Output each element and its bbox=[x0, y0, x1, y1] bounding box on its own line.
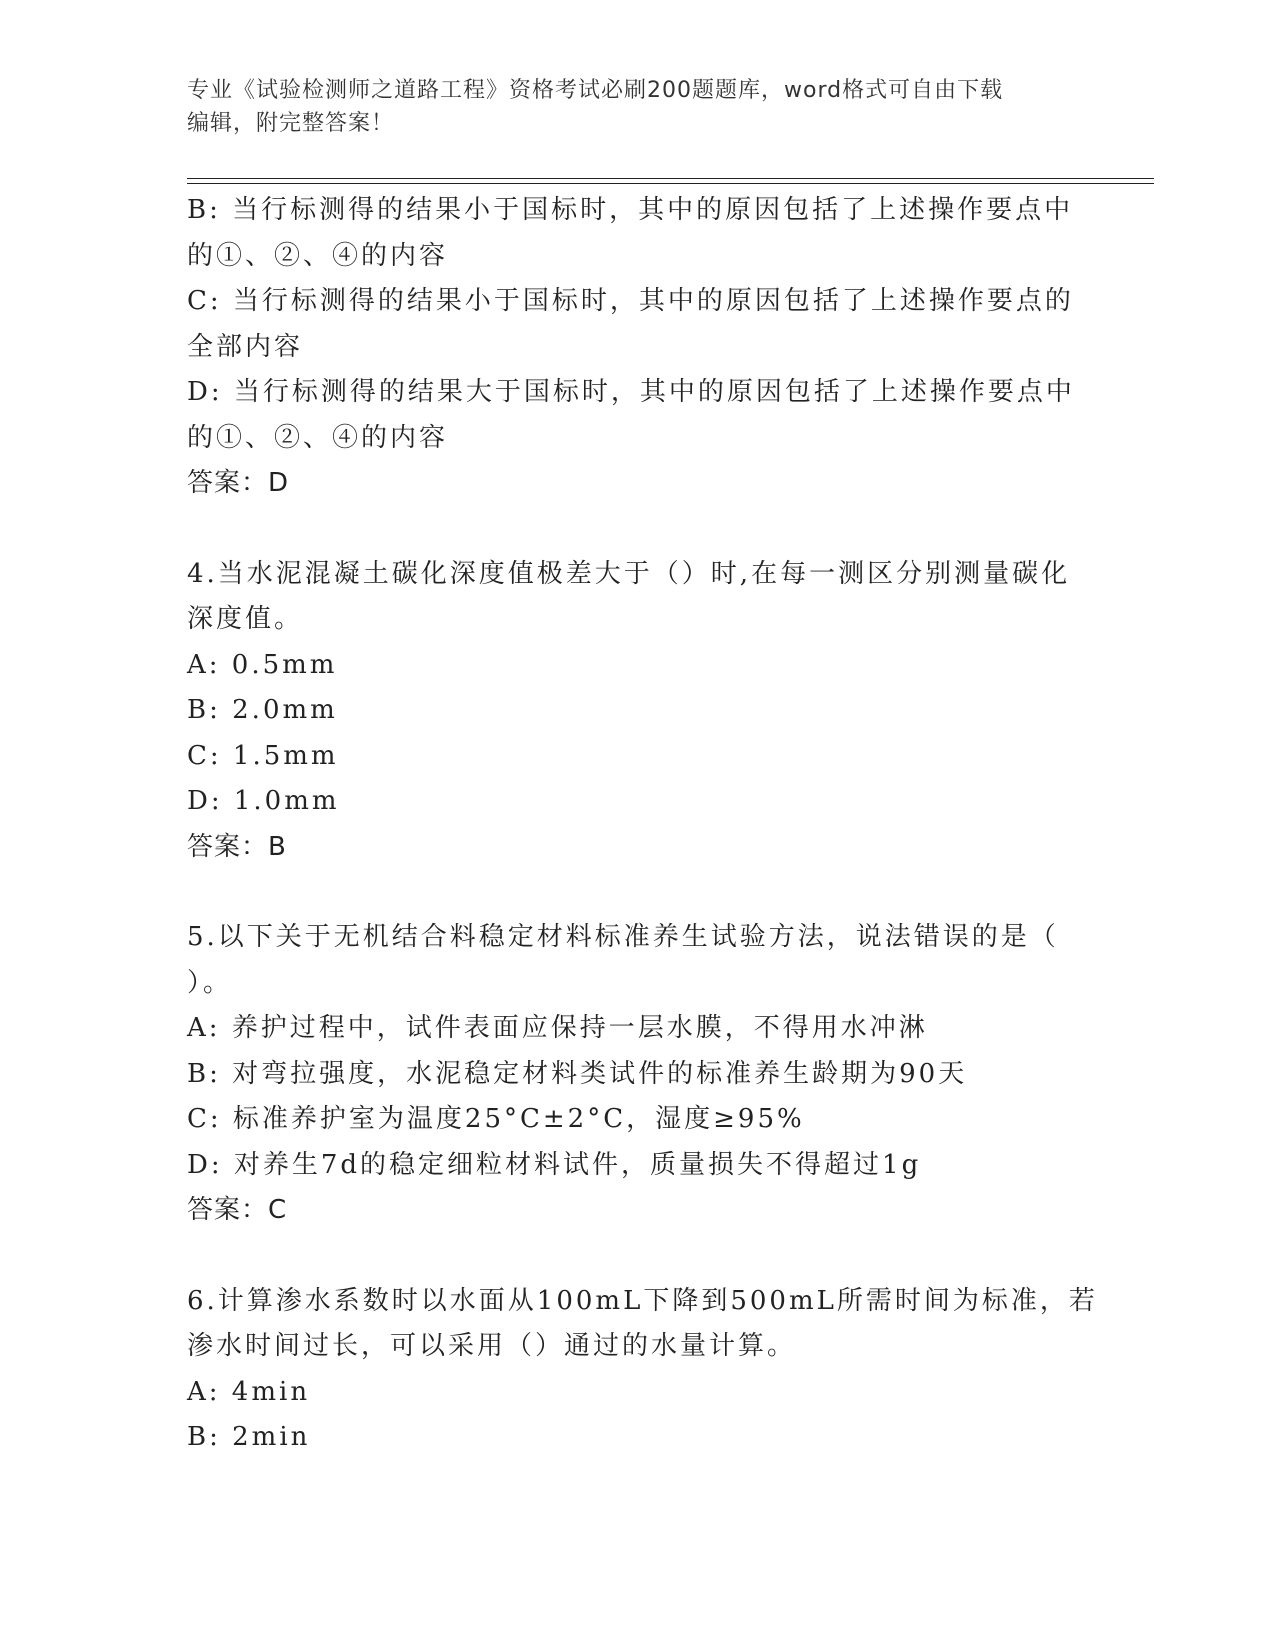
q3-option-d-line-2: 的①、②、④的内容 bbox=[187, 422, 449, 453]
q3-option-c-line-1: C: 当行标测得的结果小于国标时，其中的原因包括了上述操作要点的 bbox=[187, 286, 1074, 316]
q6-stem-line-1: 6.计算渗水系数时以水面从100mL下降到500mL所需时间为标准，若 bbox=[187, 1285, 1098, 1316]
question-6 bbox=[187, 1279, 1098, 1461]
q4-option-a: A: 0.5mm bbox=[187, 649, 338, 680]
document-header bbox=[187, 74, 1067, 140]
q5-option-a: A: 养护过程中，试件表面应保持一层水膜，不得用水冲淋 bbox=[187, 1013, 928, 1043]
q4-option-b: B: 2.0mm bbox=[187, 695, 338, 725]
q5-option-d: D: 对养生7d的稳定细粒材料试件，质量损失不得超过1g bbox=[187, 1149, 922, 1180]
question-5 bbox=[187, 915, 1087, 1234]
q5-option-b: B: 对弯拉强度，水泥稳定材料类试件的标准养生龄期为90天 bbox=[187, 1058, 968, 1089]
q5-option-c: C: 标准养护室为温度25°C±2°C，湿度≥95% bbox=[187, 1104, 805, 1134]
q5-answer: 答案：C bbox=[187, 1195, 288, 1225]
q5-stem-line-2: ）。 bbox=[187, 967, 233, 998]
question-4 bbox=[187, 552, 1087, 871]
q3-answer: 答案：D bbox=[187, 468, 290, 498]
header-rule-top bbox=[187, 178, 1154, 179]
q3-option-b-line-1: B: 当行标测得的结果小于国标时，其中的原因包括了上述操作要点中 bbox=[187, 195, 1074, 225]
q5-stem-line-1: 5.以下关于无机结合料稳定材料标准养生试验方法，说法错误的是（ bbox=[187, 922, 1059, 952]
q3-option-c-line-2: 全部内容 bbox=[187, 331, 304, 362]
q4-stem-line-1: 4.当水泥混凝土碳化深度值极差大于（）时,在每一测区分别测量碳化 bbox=[187, 558, 1071, 589]
question-content bbox=[187, 188, 1098, 1461]
q4-option-c: C: 1.5mm bbox=[187, 740, 339, 771]
q3-option-b-line-2: 的①、②、④的内容 bbox=[187, 240, 449, 271]
q3-option-d-line-1: D: 当行标测得的结果大于国标时，其中的原因包括了上述操作要点中 bbox=[187, 377, 1075, 407]
question-3-tail bbox=[187, 188, 1087, 507]
q6-stem-line-2: 渗水时间过长，可以采用（）通过的水量计算。 bbox=[187, 1331, 797, 1361]
q4-stem-line-2: 深度值。 bbox=[187, 604, 304, 634]
header-line-1: 专业《试验检测师之道路工程》资格考试必刷200题题库，word格式可自由下载 bbox=[187, 78, 1004, 103]
header-rule-bottom bbox=[187, 183, 1154, 184]
header-line-2: 编辑，附完整答案！ bbox=[187, 111, 395, 136]
q6-option-b: B: 2min bbox=[187, 1422, 311, 1452]
q6-option-a: A: 4min bbox=[187, 1376, 311, 1407]
q4-answer: 答案：B bbox=[187, 831, 287, 862]
q4-option-d: D: 1.0mm bbox=[187, 786, 340, 816]
